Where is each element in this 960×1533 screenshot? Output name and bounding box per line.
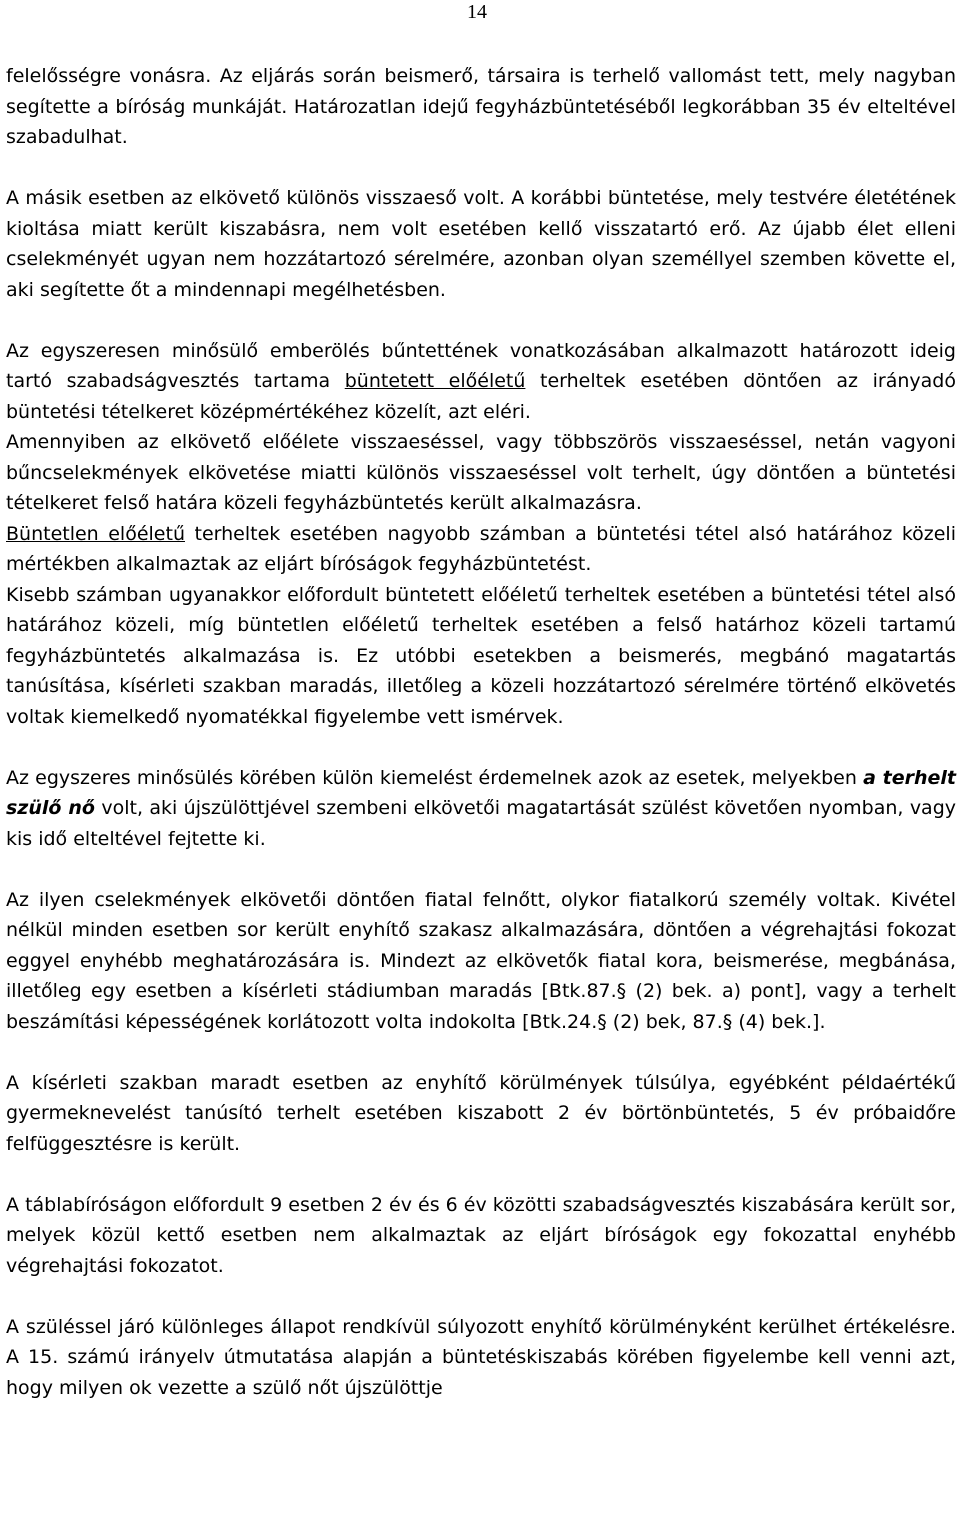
paragraph-1: felelősségre vonásra. Az eljárás során beismerő, társaira is terhelő vallomást tett, mely nagyban segítette a bíróság munkáját. Határozatlan idejű fegyházbüntetéséből legkorábban 35 év elteltével szabadulhat. (6, 65, 956, 148)
underlined-term-buntetett-eloeletu: büntetett előéletű (344, 370, 526, 392)
paragraph-6: Kisebb számban ugyanakkor előfordult büntetett előéletű terheltek esetében a büntetési tétel alsó határához közeli, míg büntetlen előéletű terheltek esetében a felső határhoz közeli tartamú fegyházbüntetés alkalmazása is. Ez utóbbi esetekben a beismerés, megbánó magatartás tanúsítása, kísérleti szakban maradás, illetőleg a közeli hozzátartozó sérelmére történő elkövetés voltak kiemelkedő nyomatékkal figyelembe vett ismérvek. (6, 583, 956, 728)
underlined-term-buntetlen-eloeletu: Büntetlen előéletű (6, 522, 185, 545)
paragraph-7 (6, 763, 956, 855)
paragraph-11: A szüléssel járó különleges állapot rendkívül súlyozott enyhítő körülményként kerülhet értékelésre. A 15. számú irányelv útmutatása alapján a büntetéskiszabás körében figyelembe kell venni azt, hogy milyen ok vezette a szülő nőt újszülöttje (6, 1315, 956, 1399)
paragraph-7-text-a: Az egyszeres minősülés körében külön kiemelést érdemelnek azok az esetek, melyekben (6, 766, 864, 789)
paragraph-7-text-b: volt, aki újszülöttjével szembeni elkövetői magatartását szülést követően nyomban, vagy kis idő elteltével fejtette ki. (6, 797, 957, 850)
paragraph-2: A másik esetben az elkövető különös visszaeső volt. A korábbi büntetése, mely testvére életétének kioltása miatt került kiszabásra, nem volt esetében kellő visszatartó erő. Az újabb élet elleni cselekményét ugyan nem hozzátartozó sérelmére, azonban olyan személlyel szemben követte el, aki segítette őt a mindennapi megélhetésben. (6, 187, 956, 301)
paragraph-9: A kísérleti szakban maradt esetben az enyhítő körülmények túlsúlya, egyébként példaértékű gyermeknevelést tanúsító terhelt esetében kiszabott 2 év börtönbüntetés, 5 év próbaidőre felfüggesztésre is került. (6, 1071, 956, 1155)
paragraph-3-text-a: Az egyszeresen minősülő emberölés bűntettének vonatkozásában alkalmazott határozott ideig tartó szabadságvesztés tartama (6, 339, 956, 392)
paragraph-4: Amennyiben az elkövető előélete visszaeséssel, vagy többszörös visszaeséssel, netán vagyoni bűncselekmények elkövetése miatti különös visszaeséssel volt terhelt, úgy döntően a büntetési tételkeret felső határa közeli fegyházbüntetés került alkalmazásra. (6, 431, 956, 514)
paragraph-3 (6, 336, 956, 428)
paragraph-8: Az ilyen cselekmények elkövetői döntően fiatal felnőtt, olykor fiatalkorú személy voltak. Kivétel nélkül minden esetben sor került enyhítő szakasz alkalmazására, döntően a végrehajtási fokozat eggyel enyhébb meghatározására is. Mindezt az elkövetők fiatal kora, beismerése, megbánása, illetőleg egy esetben a kísérleti stádiumban maradás [Btk.87.§ (2) bek. a) pont], vagy a terhelt beszámítási képességének korlátozott volta indokolta [Btk.24.§ (2) bek, 87.§ (4) bek.]. (6, 888, 956, 1033)
paragraph-3-text-b: terheltek esetében döntően az irányadó büntetési tételkeret középmértékéhez közelít, azt eléri. (6, 370, 956, 423)
emphasis-terhelt-szulo-no: a terhelt szülő nő (6, 766, 956, 819)
paragraph-5 (6, 519, 956, 580)
document-body (6, 61, 956, 1403)
page-number: 14 (467, 1, 487, 23)
paragraph-5-text-a: terheltek esetében nagyobb számban a büntetési tétel alsó határához közeli mértékben alkalmaztak az eljárt bíróságok fegyházbüntetést. (6, 522, 956, 575)
paragraph-10: A táblabíróságon előfordult 9 esetben 2 év és 6 év közötti szabadságvesztés kiszabására került sor, melyek közül kettő esetben nem alkalmaztak az eljárt bíróságok egy fokozattal enyhébb végrehajtási fokozatot. (6, 1193, 956, 1277)
